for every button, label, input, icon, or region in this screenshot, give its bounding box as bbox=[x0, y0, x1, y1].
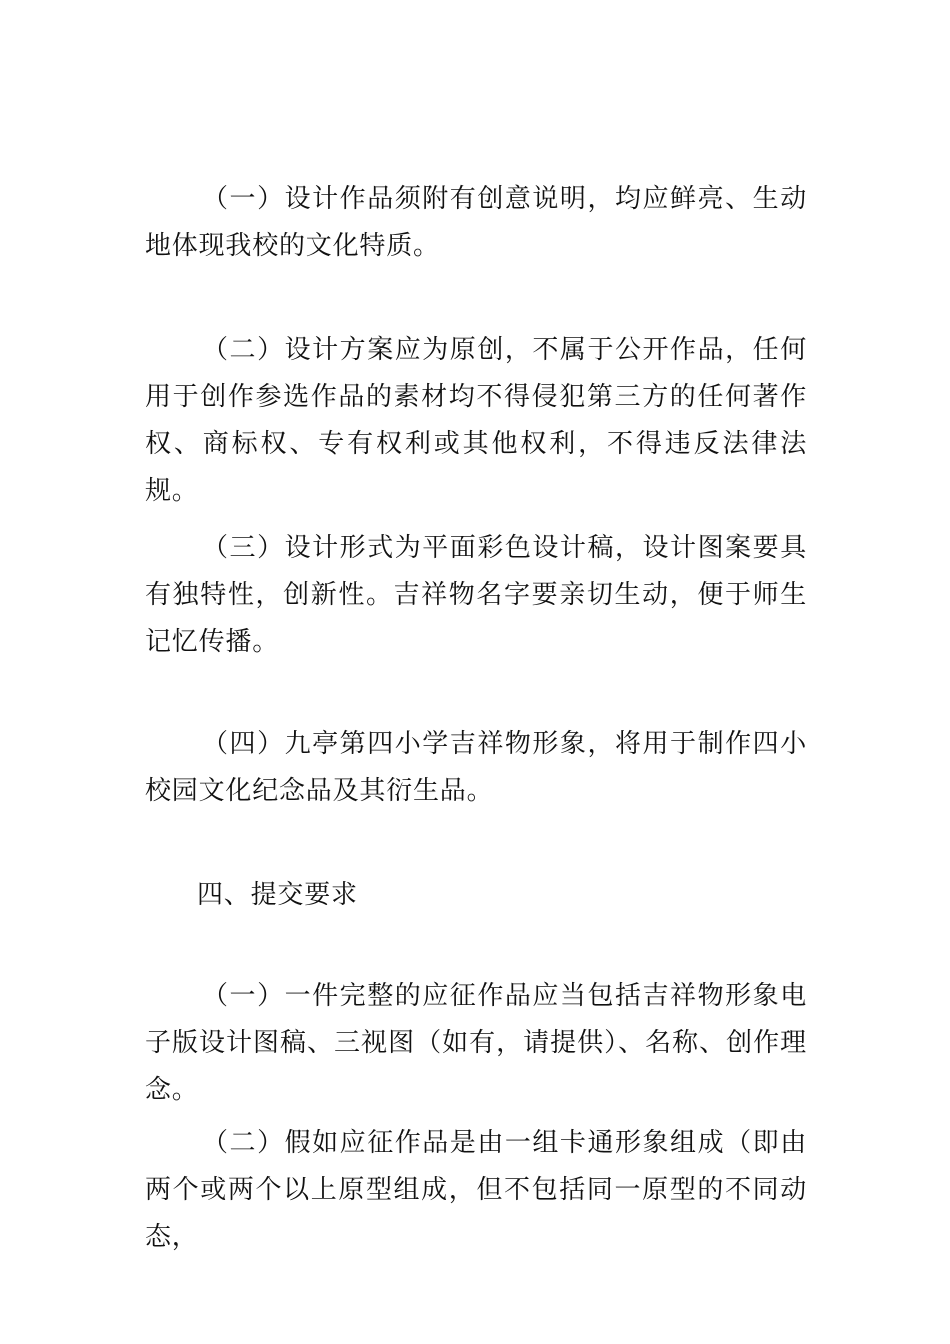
paragraph-originality: （二）设计方案应为原创，不属于公开作品，任何用于创作参选作品的素材均不得侵犯第三方的任何著作权、商标权、专有权利或其他权利，不得违反法律法规。 bbox=[145, 335, 807, 506]
paragraph-group-characters: （二）假如应征作品是由一组卡通形象组成（即由两个或两个以上原型组成，但不包括同一原型的不同动态， bbox=[145, 1128, 807, 1252]
paragraph-design-description: （一）设计作品须附有创意说明，均应鲜亮、生动地体现我校的文化特质。 bbox=[145, 184, 807, 261]
paragraph-complete-entry: （一）一件完整的应征作品应当包括吉祥物形象电子版设计图稿、三视图（如有，请提供）、名称、创作理念。 bbox=[145, 981, 807, 1105]
paragraph-design-format: （三）设计形式为平面彩色设计稿，设计图案要具有独特性，创新性。吉祥物名字要亲切生动，便于师生记忆传播。 bbox=[145, 533, 807, 657]
paragraph-mascot-usage: （四）九亭第四小学吉祥物形象，将用于制作四小校园文化纪念品及其衍生品。 bbox=[145, 729, 807, 806]
section-heading-submission: 四、提交要求 bbox=[197, 880, 358, 910]
